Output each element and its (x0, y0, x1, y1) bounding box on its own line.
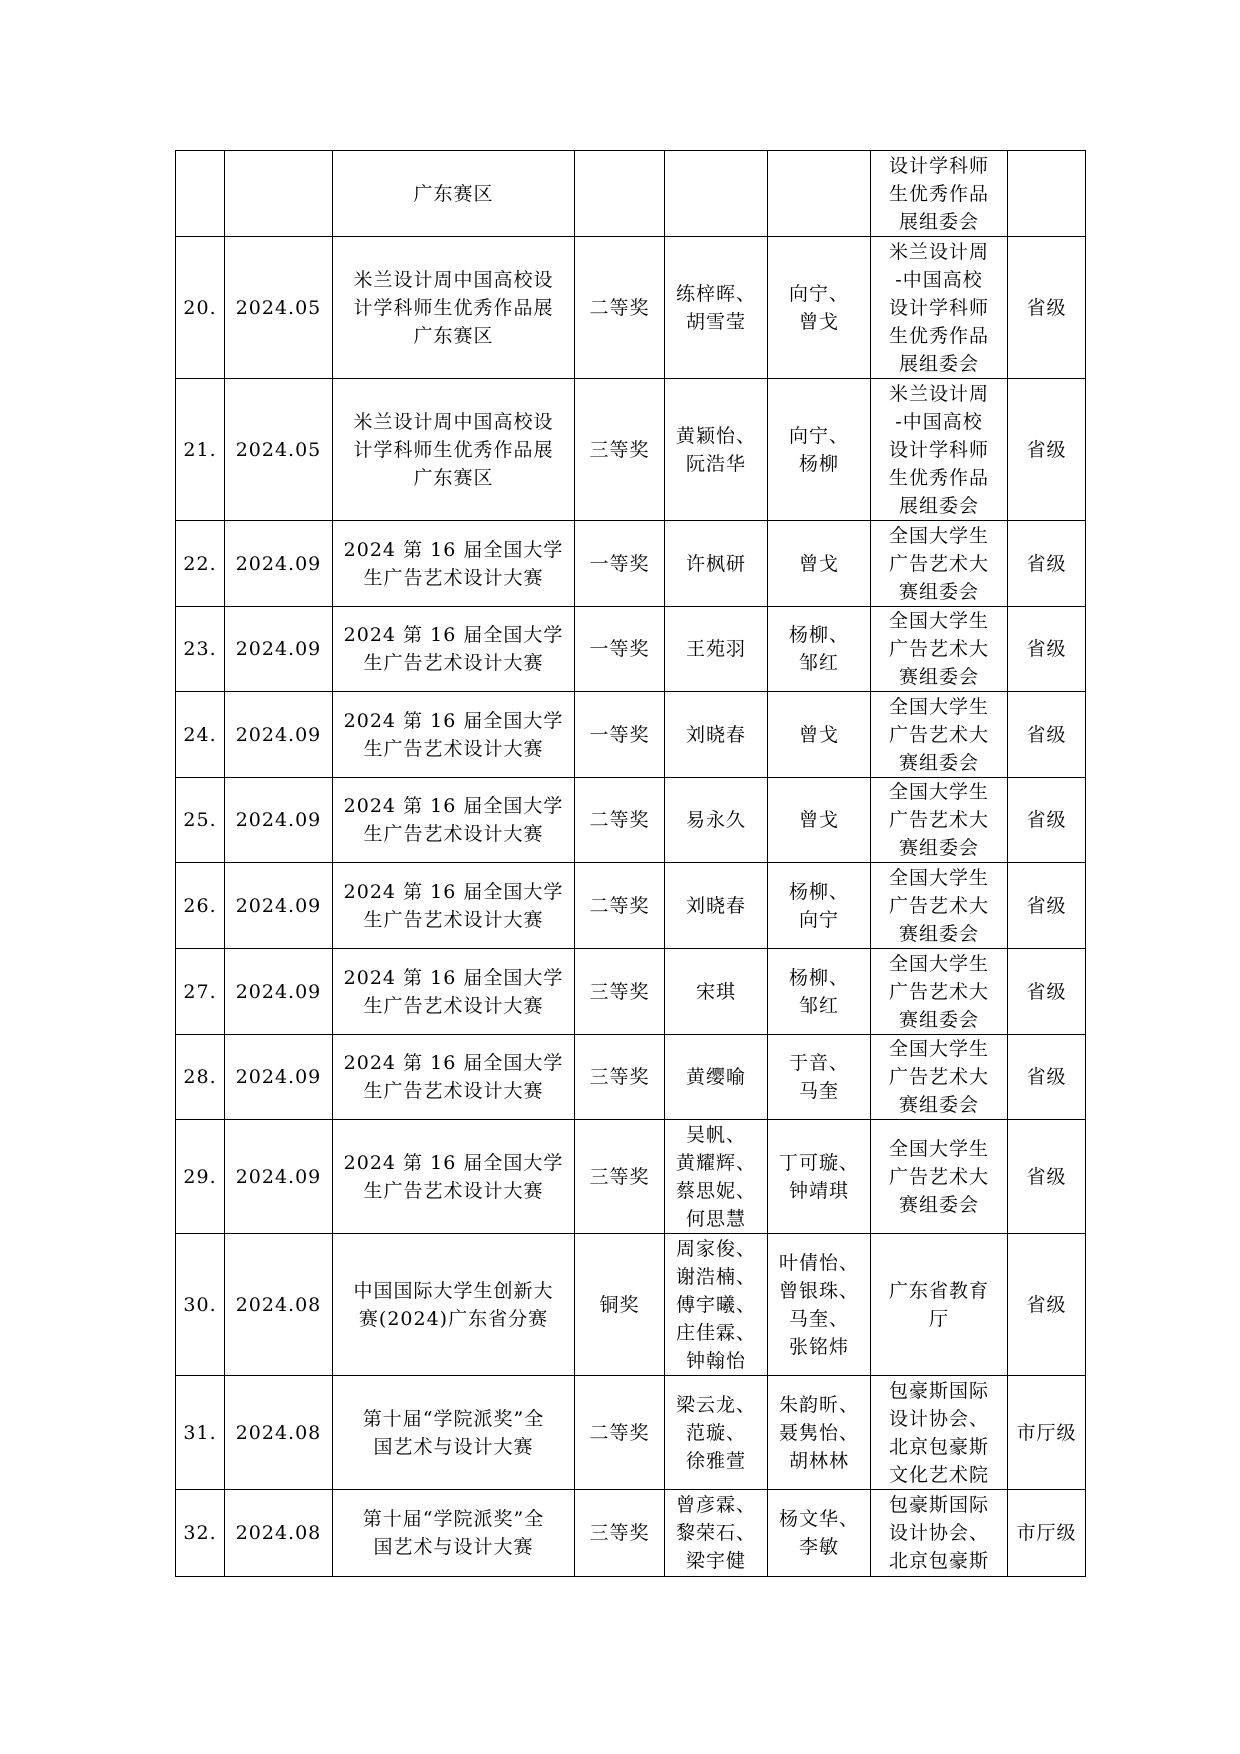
students-cell-line: 吴帆、 (685, 1123, 746, 1146)
row-number-cell (176, 151, 225, 237)
organizer-cell-line: 全国大学生 (888, 866, 989, 889)
table-row (176, 607, 1086, 692)
teachers-cell-line: 于音、 (788, 1052, 849, 1074)
organizer-cell (871, 692, 1008, 778)
competition-cell-line: 生广告艺术设计大赛 (363, 1179, 544, 1202)
competition-cell-line: 2024 第 16 届全国大学 (343, 709, 564, 732)
competition-cell-line: 国艺术与设计大赛 (373, 1536, 534, 1558)
organizer-cell-line: 文化艺术院 (888, 1463, 989, 1486)
teachers-cell (768, 1490, 871, 1577)
teachers-cell-line: 胡林林 (788, 1449, 849, 1472)
teachers-cell-line: 邹红 (798, 994, 839, 1017)
students-cell-line: 阮浩华 (685, 452, 746, 475)
organizer-cell (871, 863, 1008, 949)
organizer-cell-line: 设计学科师 (888, 296, 989, 319)
competition-cell (333, 1120, 575, 1234)
teachers-cell-line: 杨柳、 (788, 966, 849, 989)
organizer-cell-line: 设计协会、 (888, 1522, 989, 1544)
students-cell-line: 梁云龙、 (675, 1393, 756, 1416)
teachers-cell-line: 杨柳、 (788, 880, 849, 903)
date-cell: 2024.09 (225, 692, 333, 778)
level-cell: 省级 (1008, 379, 1086, 521)
organizer-cell-line: 广告艺术大 (888, 809, 989, 831)
teachers-cell (768, 237, 871, 379)
organizer-cell (871, 1120, 1008, 1234)
table-row (176, 778, 1086, 863)
date-cell: 2024.05 (225, 237, 333, 379)
teachers-cell (768, 863, 871, 949)
organizer-cell-line: 广告艺术大 (888, 552, 989, 575)
teachers-cell (768, 607, 871, 692)
students-cell (665, 151, 768, 237)
competition-cell-line: 中国国际大学生创新大 (353, 1279, 554, 1302)
table-row (176, 1035, 1086, 1120)
level-cell: 省级 (1008, 607, 1086, 692)
competition-cell-line: 2024 第 16 届全国大学 (343, 795, 564, 817)
organizer-cell-line: 赛组委会 (898, 837, 979, 859)
date-cell (225, 151, 333, 237)
teachers-cell (768, 778, 871, 863)
competition-cell-line: 生广告艺术设计大赛 (363, 823, 544, 845)
competition-cell-line: 生广告艺术设计大赛 (363, 908, 544, 931)
competition-cell-line: 2024 第 16 届全国大学 (343, 624, 564, 646)
level-cell: 市厅级 (1008, 1376, 1086, 1490)
award-cell (575, 151, 665, 237)
students-cell-line: 刘晓春 (685, 894, 746, 917)
date-cell: 2024.09 (225, 521, 333, 607)
level-cell: 省级 (1008, 237, 1086, 379)
organizer-cell-line: 全国大学生 (888, 524, 989, 547)
date-cell: 2024.09 (225, 607, 333, 692)
organizer-cell-line: 广东省教育 (888, 1279, 989, 1302)
level-cell (1008, 151, 1086, 237)
teachers-cell-line: 马奎、 (788, 1307, 849, 1330)
award-cell: 三等奖 (575, 1035, 665, 1120)
students-cell (665, 607, 768, 692)
organizer-cell-line: 广告艺术大 (888, 1066, 989, 1088)
competition-cell-line: 生广告艺术设计大赛 (363, 652, 544, 674)
table-row (176, 1234, 1086, 1376)
row-number-cell: 28. (176, 1035, 225, 1120)
students-cell (665, 863, 768, 949)
teachers-cell-line: 张铭炜 (788, 1335, 849, 1358)
organizer-cell-line: 广告艺术大 (888, 1165, 989, 1188)
organizer-cell (871, 949, 1008, 1035)
students-cell-line: 刘晓春 (685, 723, 746, 746)
teachers-cell-line: 曾戈 (798, 809, 839, 831)
competition-cell (333, 1490, 575, 1577)
organizer-cell (871, 607, 1008, 692)
organizer-cell-line: 全国大学生 (888, 1038, 989, 1060)
organizer-cell-line: 展组委会 (898, 210, 979, 233)
teachers-cell-line: 丁可璇、 (778, 1151, 859, 1174)
students-cell (665, 1234, 768, 1376)
level-cell: 省级 (1008, 521, 1086, 607)
competition-cell (333, 1035, 575, 1120)
students-cell (665, 692, 768, 778)
teachers-cell-line: 聂隽怡、 (778, 1421, 859, 1444)
table-row (176, 521, 1086, 607)
students-cell-line: 周家俊、 (675, 1237, 756, 1260)
students-cell-line: 胡雪莹 (685, 310, 746, 333)
competition-cell-line: 计学科师生优秀作品展 (353, 296, 554, 319)
awards-table (175, 150, 1086, 1577)
row-number-cell: 32. (176, 1490, 225, 1577)
organizer-cell-line: 赛组委会 (898, 922, 979, 945)
organizer-cell (871, 379, 1008, 521)
competition-cell (333, 949, 575, 1035)
competition-cell-line: 米兰设计周中国高校设 (353, 410, 554, 433)
organizer-cell-line: 全国大学生 (888, 610, 989, 632)
organizer-cell (871, 778, 1008, 863)
organizer-cell (871, 151, 1008, 237)
organizer-cell-line: 展组委会 (898, 494, 979, 517)
date-cell: 2024.08 (225, 1490, 333, 1577)
competition-cell (333, 379, 575, 521)
teachers-cell (768, 521, 871, 607)
competition-cell-line: 2024 第 16 届全国大学 (343, 1151, 564, 1174)
organizer-cell-line: 北京包豪斯 (888, 1550, 989, 1572)
students-cell-line: 黄颖怡、 (675, 424, 756, 447)
organizer-cell-line: 全国大学生 (888, 1137, 989, 1160)
competition-cell-line: 2024 第 16 届全国大学 (343, 880, 564, 903)
teachers-cell-line: 马奎 (798, 1080, 839, 1102)
competition-cell-line: 广东赛区 (413, 182, 494, 205)
organizer-cell (871, 1376, 1008, 1490)
table-row (176, 379, 1086, 521)
competition-cell-line: 生广告艺术设计大赛 (363, 1080, 544, 1102)
students-cell (665, 237, 768, 379)
competition-cell (333, 237, 575, 379)
award-cell: 二等奖 (575, 237, 665, 379)
organizer-cell-line: 全国大学生 (888, 695, 989, 718)
competition-cell-line: 生广告艺术设计大赛 (363, 994, 544, 1017)
students-cell-line: 何思慧 (685, 1207, 746, 1230)
students-cell-line: 傅宇曦、 (675, 1293, 756, 1316)
students-cell-line: 蔡思妮、 (675, 1179, 756, 1202)
organizer-cell-line: 广告艺术大 (888, 894, 989, 917)
competition-cell (333, 607, 575, 692)
teachers-cell-line: 向宁、 (788, 424, 849, 447)
table-row (176, 949, 1086, 1035)
organizer-cell-line: 赛组委会 (898, 1008, 979, 1031)
organizer-cell-line: 包豪斯国际 (888, 1494, 989, 1516)
table-row (176, 1376, 1086, 1490)
awards-table-body (176, 151, 1086, 1577)
organizer-cell-line: 展组委会 (898, 352, 979, 375)
table-row (176, 863, 1086, 949)
organizer-cell (871, 237, 1008, 379)
teachers-cell (768, 1120, 871, 1234)
students-cell (665, 1376, 768, 1490)
row-number-cell: 24. (176, 692, 225, 778)
competition-cell-line: 国艺术与设计大赛 (373, 1435, 534, 1458)
table-row (176, 1490, 1086, 1577)
row-number-cell: 20. (176, 237, 225, 379)
competition-cell (333, 151, 575, 237)
teachers-cell-line: 曾戈 (798, 723, 839, 746)
students-cell-line: 王苑羽 (685, 638, 746, 660)
students-cell (665, 1490, 768, 1577)
level-cell: 省级 (1008, 692, 1086, 778)
organizer-cell-line: 广告艺术大 (888, 638, 989, 660)
students-cell (665, 949, 768, 1035)
students-cell-line: 曾彦霖、 (675, 1494, 756, 1516)
award-cell: 二等奖 (575, 1376, 665, 1490)
students-cell-line: 宋琪 (695, 980, 736, 1003)
table-row (176, 237, 1086, 379)
competition-cell (333, 1376, 575, 1490)
competition-cell-line: 第十届“学院派奖”全 (362, 1407, 545, 1430)
competition-cell-line: 生广告艺术设计大赛 (363, 566, 544, 589)
date-cell: 2024.09 (225, 863, 333, 949)
organizer-cell-line: 广告艺术大 (888, 723, 989, 746)
level-cell: 省级 (1008, 949, 1086, 1035)
level-cell: 省级 (1008, 1234, 1086, 1376)
award-cell: 三等奖 (575, 949, 665, 1035)
date-cell: 2024.09 (225, 778, 333, 863)
table-row (176, 151, 1086, 237)
teachers-cell (768, 1234, 871, 1376)
date-cell: 2024.09 (225, 949, 333, 1035)
award-cell: 三等奖 (575, 1120, 665, 1234)
award-cell: 二等奖 (575, 863, 665, 949)
students-cell (665, 1120, 768, 1234)
organizer-cell (871, 1234, 1008, 1376)
teachers-cell-line: 向宁、 (788, 282, 849, 305)
teachers-cell-line: 曾戈 (798, 310, 839, 333)
competition-cell (333, 778, 575, 863)
award-cell: 一等奖 (575, 607, 665, 692)
organizer-cell-line: 赛组委会 (898, 580, 979, 603)
students-cell (665, 521, 768, 607)
date-cell: 2024.05 (225, 379, 333, 521)
level-cell: 市厅级 (1008, 1490, 1086, 1577)
level-cell: 省级 (1008, 1035, 1086, 1120)
teachers-cell-line: 杨柳 (798, 452, 839, 475)
competition-cell-line: 米兰设计周中国高校设 (353, 268, 554, 291)
competition-cell-line: 赛(2024)广东省分赛 (358, 1307, 549, 1330)
organizer-cell-line: 包豪斯国际 (888, 1379, 989, 1402)
students-cell-line: 易永久 (685, 809, 746, 831)
date-cell: 2024.09 (225, 1120, 333, 1234)
students-cell-line: 梁宇健 (685, 1550, 746, 1572)
row-number-cell: 25. (176, 778, 225, 863)
date-cell: 2024.08 (225, 1376, 333, 1490)
teachers-cell (768, 1376, 871, 1490)
teachers-cell-line: 曾戈 (798, 552, 839, 575)
award-cell: 三等奖 (575, 379, 665, 521)
organizer-cell-line: 生优秀作品 (888, 182, 989, 205)
teachers-cell-line: 向宁 (798, 908, 839, 931)
award-cell: 一等奖 (575, 521, 665, 607)
students-cell-line: 徐雅萱 (685, 1449, 746, 1472)
organizer-cell-line: 设计学科师 (888, 438, 989, 461)
organizer-cell-line: 广告艺术大 (888, 980, 989, 1003)
teachers-cell-line: 钟靖琪 (788, 1179, 849, 1202)
competition-cell-line: 广东赛区 (413, 324, 494, 347)
students-cell-line: 黎荣石、 (675, 1522, 756, 1544)
organizer-cell (871, 521, 1008, 607)
competition-cell (333, 692, 575, 778)
teachers-cell-line: 曾银珠、 (778, 1279, 859, 1302)
competition-cell-line: 广东赛区 (413, 466, 494, 489)
students-cell-line: 黄缨喻 (685, 1066, 746, 1088)
row-number-cell: 30. (176, 1234, 225, 1376)
competition-cell-line: 2024 第 16 届全国大学 (343, 538, 564, 561)
students-cell (665, 1035, 768, 1120)
organizer-cell-line: 设计协会、 (888, 1407, 989, 1430)
organizer-cell-line: 赛组委会 (898, 1094, 979, 1116)
teachers-cell-line: 朱韵昕、 (778, 1393, 859, 1416)
organizer-cell-line: 全国大学生 (888, 781, 989, 803)
table-row (176, 1120, 1086, 1234)
organizer-cell-line: 北京包豪斯 (888, 1435, 989, 1458)
students-cell-line: 钟翰怡 (685, 1349, 746, 1372)
competition-cell-line: 2024 第 16 届全国大学 (343, 1052, 564, 1074)
students-cell-line: 谢浩楠、 (675, 1265, 756, 1288)
organizer-cell (871, 1035, 1008, 1120)
organizer-cell-line: 赛组委会 (898, 666, 979, 688)
organizer-cell-line: 米兰设计周 (888, 382, 989, 405)
organizer-cell-line: 生优秀作品 (888, 466, 989, 489)
award-cell: 二等奖 (575, 778, 665, 863)
organizer-cell-line: 厅 (928, 1307, 949, 1330)
organizer-cell-line: -中国高校 (895, 410, 983, 433)
table-row (176, 692, 1086, 778)
teachers-cell-line: 叶倩怡、 (778, 1251, 859, 1274)
teachers-cell-line: 杨柳、 (788, 624, 849, 646)
organizer-cell-line: 设计学科师 (888, 154, 989, 177)
students-cell-line: 许枫研 (685, 552, 746, 575)
row-number-cell: 23. (176, 607, 225, 692)
students-cell (665, 379, 768, 521)
row-number-cell: 31. (176, 1376, 225, 1490)
award-cell: 铜奖 (575, 1234, 665, 1376)
award-cell: 三等奖 (575, 1490, 665, 1577)
row-number-cell: 22. (176, 521, 225, 607)
organizer-cell-line: 赛组委会 (898, 1193, 979, 1216)
competition-cell (333, 863, 575, 949)
organizer-cell-line: 全国大学生 (888, 952, 989, 975)
row-number-cell: 21. (176, 379, 225, 521)
competition-cell (333, 1234, 575, 1376)
organizer-cell-line: -中国高校 (895, 268, 983, 291)
teachers-cell (768, 692, 871, 778)
students-cell-line: 黄耀辉、 (675, 1151, 756, 1174)
teachers-cell (768, 379, 871, 521)
organizer-cell-line: 米兰设计周 (888, 240, 989, 263)
students-cell (665, 778, 768, 863)
competition-cell-line: 生广告艺术设计大赛 (363, 737, 544, 760)
award-cell: 一等奖 (575, 692, 665, 778)
level-cell: 省级 (1008, 1120, 1086, 1234)
row-number-cell: 29. (176, 1120, 225, 1234)
level-cell: 省级 (1008, 863, 1086, 949)
competition-cell (333, 521, 575, 607)
date-cell: 2024.08 (225, 1234, 333, 1376)
level-cell: 省级 (1008, 778, 1086, 863)
teachers-cell (768, 1035, 871, 1120)
teachers-cell-line: 杨文华、 (778, 1508, 859, 1530)
teachers-cell-line: 李敏 (798, 1536, 839, 1558)
organizer-cell (871, 1490, 1008, 1577)
organizer-cell-line: 生优秀作品 (888, 324, 989, 347)
competition-cell-line: 第十届“学院派奖”全 (362, 1508, 545, 1530)
students-cell-line: 庄佳霖、 (675, 1321, 756, 1344)
date-cell: 2024.09 (225, 1035, 333, 1120)
competition-cell-line: 2024 第 16 届全国大学 (343, 966, 564, 989)
organizer-cell-line: 赛组委会 (898, 751, 979, 774)
teachers-cell (768, 949, 871, 1035)
row-number-cell: 27. (176, 949, 225, 1035)
competition-cell-line: 计学科师生优秀作品展 (353, 438, 554, 461)
students-cell-line: 范璇、 (685, 1421, 746, 1444)
students-cell-line: 练梓晖、 (675, 282, 756, 305)
teachers-cell (768, 151, 871, 237)
teachers-cell-line: 邹红 (798, 652, 839, 674)
row-number-cell: 26. (176, 863, 225, 949)
